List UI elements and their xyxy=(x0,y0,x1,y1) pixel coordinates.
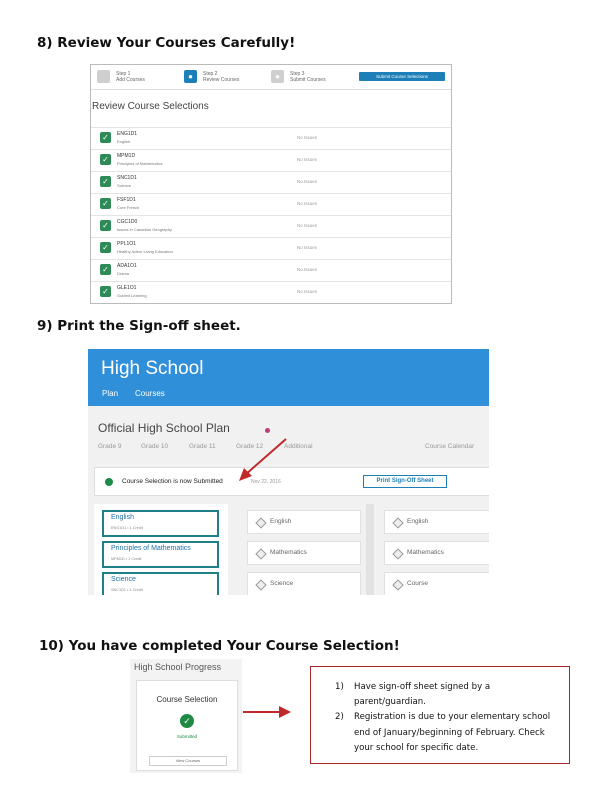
step-1-icon xyxy=(97,70,110,83)
course-card-name: English xyxy=(111,514,134,521)
course-issues: No Issues xyxy=(297,157,318,162)
step-2-icon: ● xyxy=(184,70,197,83)
diamond-icon xyxy=(392,517,403,528)
instruction-item xyxy=(335,680,561,710)
subject-label: Mathematics xyxy=(407,549,444,556)
course-issues: No Issues xyxy=(297,135,318,140)
subject-slot-course[interactable] xyxy=(384,572,489,595)
course-code: CGC1D0 xyxy=(117,219,138,225)
course-name: Issues in Canadian Geography xyxy=(117,227,172,232)
step-3-label: Step 3 xyxy=(290,71,305,77)
course-issues: No Issues xyxy=(297,289,318,294)
status-text: Course Selection is now Submitted xyxy=(122,478,223,485)
submit-course-selections-button[interactable]: Submit Course Selections xyxy=(359,72,445,81)
diamond-icon xyxy=(392,579,403,590)
diamond-icon xyxy=(255,548,266,559)
course-code: PPL1O1 xyxy=(117,241,136,247)
instruction-number: 1) xyxy=(335,682,344,692)
subject-label: English xyxy=(407,518,429,525)
course-row[interactable] xyxy=(91,127,451,149)
step-bar xyxy=(91,65,451,90)
view-courses-button[interactable]: View Courses xyxy=(149,756,227,766)
course-code: MPM1D xyxy=(117,153,136,159)
subject-label: Course xyxy=(407,580,428,587)
course-issues: No Issues xyxy=(297,245,318,250)
course-list xyxy=(91,127,451,303)
red-arrow-icon xyxy=(233,435,293,485)
course-row[interactable] xyxy=(91,149,451,171)
selected-courses-panel xyxy=(94,504,228,595)
course-card-sub: MPM1D • 1 Credit xyxy=(111,557,142,561)
instruction-text: Have sign-off sheet signed by a parent/guardian. xyxy=(354,682,491,708)
check-circle-icon: ✓ xyxy=(180,714,194,728)
check-icon: ✓ xyxy=(100,176,111,187)
submitted-status-icon xyxy=(105,478,113,486)
check-icon: ✓ xyxy=(100,242,111,253)
course-row[interactable] xyxy=(91,237,451,259)
course-name: Core French xyxy=(117,205,140,210)
check-icon: ✓ xyxy=(100,220,111,231)
course-row[interactable] xyxy=(91,171,451,193)
course-name: Healthy Active Living Education xyxy=(117,249,173,254)
course-issues: No Issues xyxy=(297,223,318,228)
course-issues: No Issues xyxy=(297,267,318,272)
subject-slot-mathematics-2[interactable] xyxy=(384,541,489,565)
course-issues: No Issues xyxy=(297,201,318,206)
section-10-heading: 10) You have completed Your Course Selection! xyxy=(39,638,400,654)
subject-slot-science[interactable] xyxy=(247,572,361,595)
instruction-number: 2) xyxy=(335,712,344,723)
course-code: ADA1O1 xyxy=(117,263,137,269)
course-name: Principles of Mathematics xyxy=(117,161,163,166)
print-sign-off-sheet-button[interactable]: Print Sign-Off Sheet xyxy=(363,475,447,488)
subject-slot-mathematics[interactable] xyxy=(247,541,361,565)
diamond-icon xyxy=(255,517,266,528)
course-row[interactable] xyxy=(91,215,451,237)
tab-grade-9[interactable]: Grade 9 xyxy=(98,443,122,450)
app-header xyxy=(88,349,489,406)
check-icon: ✓ xyxy=(100,286,111,297)
step-2-sub: Review Courses xyxy=(203,77,240,83)
review-course-selections-title: Review Course Selections xyxy=(92,101,209,112)
column-divider xyxy=(366,504,374,595)
tab-grade-11[interactable]: Grade 11 xyxy=(189,443,216,450)
app-title: High School xyxy=(101,358,204,379)
instruction-text: Registration is due to your elementary school end of January/beginning of February. Check your school for specific date. xyxy=(354,712,551,753)
subject-label: Mathematics xyxy=(270,549,307,556)
right-arrow-icon xyxy=(241,704,293,720)
high-school-plan-screenshot xyxy=(88,349,489,595)
course-code: GLE1O1 xyxy=(117,285,137,291)
step-1-sub: Add Courses xyxy=(116,77,145,83)
course-card-science[interactable] xyxy=(102,572,219,595)
section-8-heading: 8) Review Your Courses Carefully! xyxy=(37,35,296,51)
diamond-icon xyxy=(255,579,266,590)
review-courses-screenshot xyxy=(90,64,452,304)
step-3-sub: Submit Courses xyxy=(290,77,326,83)
course-card-mathematics[interactable] xyxy=(102,541,219,568)
step-2-label: Step 2 xyxy=(203,71,218,77)
card-status: Submitted xyxy=(176,734,198,739)
tab-grade-10[interactable]: Grade 10 xyxy=(141,443,169,450)
section-9-heading: 9) Print the Sign-off sheet. xyxy=(37,318,241,334)
instruction-item xyxy=(335,710,561,756)
course-card-english[interactable] xyxy=(102,510,219,537)
course-name: Science xyxy=(117,183,132,188)
subject-slot-english[interactable] xyxy=(247,510,361,534)
status-date: Nov 22, 2016 xyxy=(251,479,281,485)
subject-label: English xyxy=(270,518,292,525)
diamond-icon xyxy=(392,548,403,559)
card-title: Course Selection xyxy=(156,695,218,704)
plan-title: Official High School Plan xyxy=(98,421,230,435)
step-3-icon: ● xyxy=(271,70,284,83)
course-card-name: Science xyxy=(111,576,136,583)
instructions-box xyxy=(310,666,570,764)
check-icon: ✓ xyxy=(100,264,111,275)
high-school-progress-screenshot xyxy=(130,659,242,773)
course-name: Drama xyxy=(117,271,130,276)
check-icon: ✓ xyxy=(100,154,111,165)
course-selection-card xyxy=(136,680,238,771)
nav-courses[interactable]: Courses xyxy=(135,389,165,398)
course-row[interactable] xyxy=(91,259,451,281)
tab-additional[interactable]: Additional xyxy=(284,443,313,450)
progress-title: High School Progress xyxy=(134,662,222,672)
subject-slot-english-2[interactable] xyxy=(384,510,489,534)
plan-status-dot xyxy=(265,428,270,433)
course-card-name: Principles of Mathematics xyxy=(111,545,191,552)
subject-label: Science xyxy=(270,580,294,587)
course-card-sub: ENG1D1 • 1 Credit xyxy=(111,526,143,530)
course-name: Guided Learning xyxy=(117,293,147,298)
course-code: ENG1D1 xyxy=(117,131,138,137)
tab-grade-12[interactable]: Grade 12 xyxy=(236,443,264,450)
course-name: English xyxy=(117,139,131,144)
course-code: SNC1D1 xyxy=(117,175,137,181)
course-calendar-link[interactable]: Course Calendar xyxy=(425,443,475,450)
course-code: FSF1D1 xyxy=(117,197,136,203)
course-card-sub: SNC1D1 • 1 Credit xyxy=(111,588,143,592)
instructions-list xyxy=(335,680,561,756)
check-icon: ✓ xyxy=(100,132,111,143)
step-1-label: Step 1 xyxy=(116,71,131,77)
course-row[interactable] xyxy=(91,193,451,215)
nav-plan[interactable]: Plan xyxy=(102,389,119,398)
course-issues: No Issues xyxy=(297,179,318,184)
course-row[interactable] xyxy=(91,281,451,303)
check-icon: ✓ xyxy=(100,198,111,209)
